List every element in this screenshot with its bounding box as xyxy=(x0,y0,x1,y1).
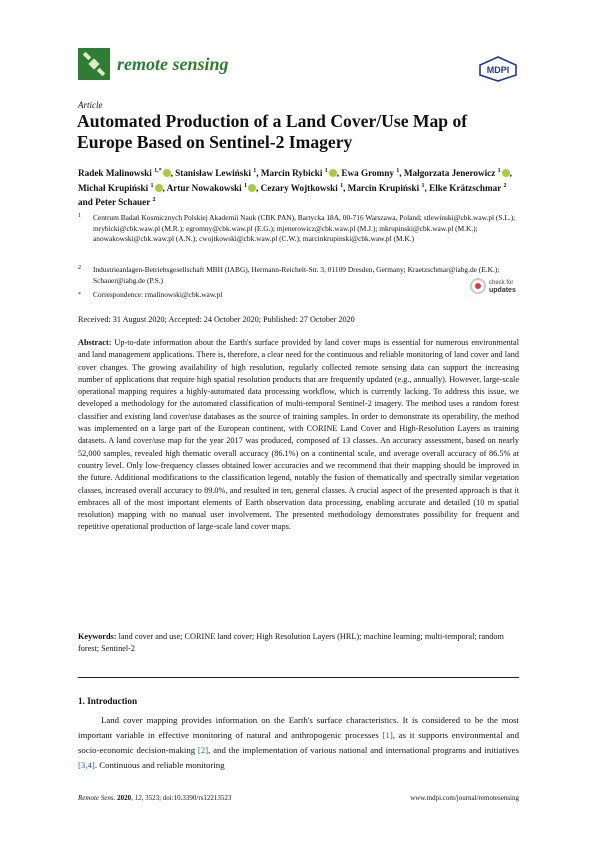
author-name: Peter Schauer xyxy=(95,197,151,207)
author-affiliation-marker: 1 xyxy=(150,182,154,189)
orcid-icon[interactable] xyxy=(329,169,337,177)
author-affiliation-marker: 1 xyxy=(324,167,328,174)
author-name: Radek Malinowski xyxy=(78,168,152,178)
article-title: Automated Production of a Land Cover/Use Map of Europe Based on Sentinel-2 Imagery xyxy=(77,111,468,152)
intro-paragraph xyxy=(78,713,519,773)
footer-year: 2020 xyxy=(117,794,132,802)
author-affiliation-marker: 1 xyxy=(244,182,248,189)
section-heading: 1. Introduction xyxy=(78,696,138,706)
footer-volume: 12 xyxy=(134,794,142,802)
affiliation-text: Centrum Badań Kosmicznych Polskiej Akademii Nauk (CBK PAN), Bartycka 18A, 00-716 Warszawa, Poland; stlewinski@cbk.waw.pl (S.L.); mrybicki@cbk.waw.pl (M.R.); egromny@cbk.waw.pl (E.G.); mjenerowicz@cbk.waw.pl (M.J.); mkrupinski@cbk.waw.pl (M.K.); anowakowski@cbk.waw.pl (A.N.); cwojtkowski@cbk.waw.pl (C.W.); marcinkrupinski@cbk.waw.pl (M.K.) xyxy=(93,213,516,244)
author-name: Stanisław Lewiński xyxy=(175,168,251,178)
intro-text-1: Land cover mapping provides information on the Earth's surface characteristics. It is considered to be the most important variable in effective monitoring of natural and anthropogenic processes xyxy=(78,715,519,740)
article-type: Article xyxy=(78,100,103,110)
affiliation-number: * xyxy=(78,292,81,298)
mdpi-logo-text: MDPI xyxy=(486,65,510,75)
section-divider xyxy=(78,677,519,678)
author-affiliation-marker: 1 xyxy=(421,182,425,189)
author-name: Elke Krätzschmar xyxy=(429,182,502,193)
author-name: Marcin Krupiński xyxy=(347,182,420,193)
intro-text-3: , and the implementation of various national and international programs and initiatives xyxy=(208,745,520,755)
author-name: Małgorzata Jenerowicz xyxy=(403,168,496,178)
keywords xyxy=(78,631,519,656)
author-name: Marcin Rybicki xyxy=(260,168,323,178)
journal-name: remote sensing xyxy=(117,54,229,74)
mdpi-logo-icon xyxy=(478,56,518,82)
check-updates-icon xyxy=(470,278,486,294)
correspondence-text: Correspondence: rmalinowski@cbk.waw.pl xyxy=(93,290,223,299)
author-name: Cezary Wojtkowski xyxy=(260,182,338,193)
orcid-icon[interactable] xyxy=(502,169,510,177)
author-affiliation-marker: 2 xyxy=(152,196,156,203)
orcid-icon[interactable] xyxy=(155,184,163,192)
footer-doi: , 3523; doi:10.3390/rs12213523 xyxy=(141,794,232,802)
abstract xyxy=(78,337,519,534)
author-affiliation-marker: 1 xyxy=(396,167,400,174)
check-for-updates-button[interactable] xyxy=(470,276,520,298)
affiliation-number: 1 xyxy=(78,213,81,219)
footer-citation: Remote Sens. 2020, 12, 3523; doi:10.3390/rs12213523 xyxy=(78,794,232,802)
author-name: Artur Nowakowski xyxy=(166,182,242,193)
author-list: Radek Malinowski $^{1,*}$ , Stanisław Lewiński $^1$, Marcin Rybicki $^1$ , Ewa Gromny $^1$, Małgorzata Jenerowicz $^1$ , Michał Krupiński $^1$ , Artur Nowakowski $^1$ , Cezary Wojtkowski $^1$, Marcin Krupiński $^1$, Elke Krätzschmar $^2$ and Peter Schauer $^2$ xyxy=(78,167,512,207)
orcid-icon[interactable] xyxy=(163,169,171,177)
footer-journal: Remote Sens. xyxy=(78,794,116,802)
intro-text-2: , as it supports environmental and socio-economic decision-making xyxy=(78,730,519,755)
citation-link[interactable]: [1] xyxy=(382,730,393,740)
journal-logo-icon xyxy=(78,48,110,80)
keywords-label: Keywords: xyxy=(78,632,117,641)
abstract-text: Up-to-date information about the Earth's surface provided by land cover maps is essential for numerous environmental and land management applications. There is, therefore, a clear need for the continuous and reliable monitoring of land cover and land cover changes. The growing availability of high resolution, regularly collected remote sensing data can support the increasing number of applications that require high spatial resolution products that are frequently updated (e.g., annually). However, large-scale operational mapping requires a highly-automated data processing workflow, which is currently lacking. To address this issue, we developed a methodology for the automated classification of multi-temporal Sentinel-2 imagery. The method uses a random forest classifier and existing land cover/use databases as the source of training samples. In order to demonstrate its operability, the method was implemented on a large part of the European continent, with CORINE Land Cover and High-Resolution Layers as training datasets. A land cover/use map for the year 2017 was produced, composed of 13 classes. An accuracy assessment, based on nearly 52,000 samples, revealed high thematic overall accuracy (86.1%) on a continental scale, and average overall accuracy of 86.5% at country level. Only low-frequency classes obtained lower accuracies and we recommend that their mapping should be improved in the future. Additional modifications to the classification legend, notably the fusion of thematically and spectrally similar vegetation classes, increased overall accuracy to 89.0%, and resulted in ten, general classes. A crucial aspect of the presented approach is that it embraces all of the most important elements of Earth observation data processing, enabling accurate and detailed (10 m spatial resolution) mapping with no manual user involvement. The presented methodology demonstrates possibility for frequent and repetitive operational production of large-scale land cover maps. xyxy=(78,338,519,532)
citation-link[interactable]: [2] xyxy=(197,745,209,755)
author-affiliation-marker: 1,* xyxy=(154,167,162,174)
author-name: Michał Krupiński xyxy=(78,182,149,193)
author-name: Ewa Gromny xyxy=(341,168,394,178)
affiliation-text: Industrieanlagen-Betriebsgesellschaft MBH (IABG), Hermann-Reichelt-Str. 3, 01109 Dresden, Germany; Kraetzschmar@iabg.de (E.K.); Schauer@iabg.de (P.S.) xyxy=(93,265,500,285)
keywords-text: land cover and use; CORINE land cover; High Resolution Layers (HRL); machine learning; multi-temporal; random forest; Sentinel-2 xyxy=(78,632,504,654)
author-affiliation-marker: 1 xyxy=(497,167,501,174)
author-affiliation-marker: 2 xyxy=(503,182,507,189)
abstract-label: Abstract: xyxy=(78,338,112,347)
footer-journal-url[interactable]: www.mdpi.com/journal/remotesensing xyxy=(410,794,519,802)
affiliation-number: 2 xyxy=(78,265,81,271)
intro-text-4: . Continuous and reliable monitoring xyxy=(94,760,225,770)
check-updates-line2: updates xyxy=(489,287,516,294)
author-affiliation-marker: 1 xyxy=(253,167,257,174)
orcid-icon[interactable] xyxy=(248,184,256,192)
check-updates-line1: check for xyxy=(489,280,514,286)
publication-dates: Received: 31 August 2020; Accepted: 24 October 2020; Published: 27 October 2020 xyxy=(78,315,355,324)
citation-link[interactable]: [3,4] xyxy=(78,760,95,770)
author-affiliation-marker: 1 xyxy=(340,182,344,189)
